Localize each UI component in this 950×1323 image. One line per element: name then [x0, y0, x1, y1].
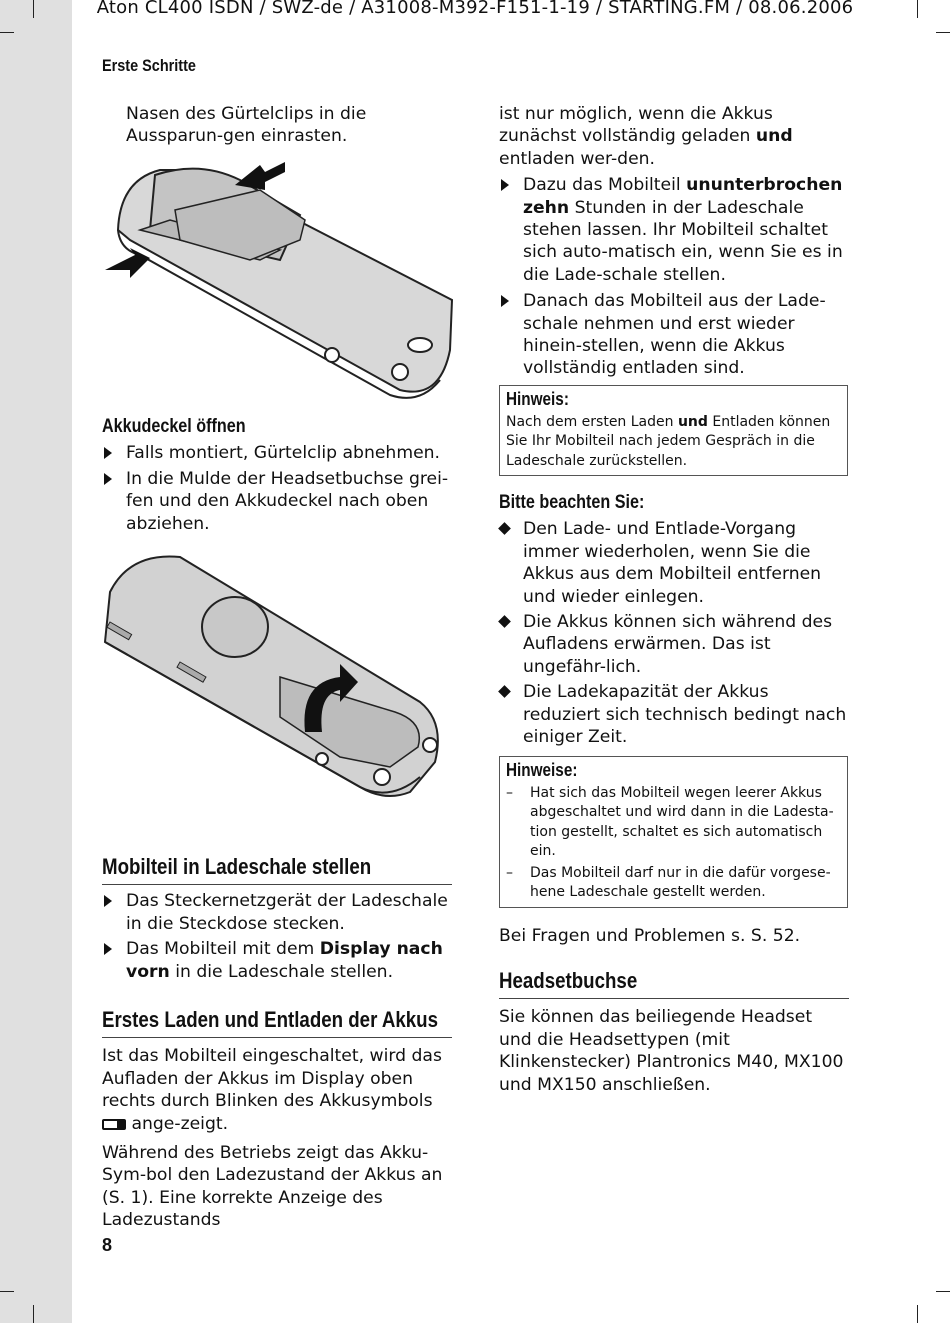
mobilteil-heading: Mobilteil in Ladeschale stellen [102, 854, 372, 879]
list-item: Das Steckernetzgerät der Ladeschale in die Steckdose stecken. [102, 890, 452, 935]
crop-mark [0, 32, 14, 33]
crop-mark [33, 1305, 34, 1323]
hinweise-box [499, 756, 848, 908]
headset-heading: Headsetbuchse [499, 968, 638, 993]
left-intro: Nasen des Gürtelclips in die Aussparun-gen einrasten. [126, 104, 367, 147]
headset-section: Headsetbuchse Sie können das beiliegende Headset und die Headsettypen (mit Klinkenstecker) Plantronics M40, MX100 und MX150 anschließen. [499, 970, 849, 1096]
list-item: Dazu das Mobilteil ununterbrochen zehn Stunden in der Ladeschale stehen lassen. Ihr Mobilteil schaltet sich auto-matisch ein, wenn Sie es in die Lade-schale stellen. [499, 174, 849, 286]
section-title: Erste Schritte [102, 56, 196, 75]
crop-mark [936, 1291, 950, 1292]
list-item: Die Akkus können sich während des Aufladens erwärmen. Das ist ungefähr-lich. [499, 611, 849, 678]
heading-rule [102, 1037, 452, 1038]
list-item: Danach das Mobilteil aus der Lade-schale nehmen und erst wieder hinein-stellen, wenn die Akkus vollständig entladen sind. [499, 290, 849, 380]
dash-bullet: – [506, 784, 513, 801]
page-number: 8 [102, 1235, 113, 1255]
triangle-bullet-icon [501, 295, 509, 307]
laden-paragraph-1: Ist das Mobilteil eingeschaltet, wird das Aufladen der Akkus im Display oben rechts durch Blinken des Akkusymbols ange-zeigt. [102, 1046, 442, 1134]
triangle-bullet-icon [104, 943, 112, 955]
akkudeckel-heading: Akkudeckel öffnen [102, 416, 246, 437]
list-item: In die Mulde der Headsetbuchse grei-fen und den Akkudeckel nach oben abziehen. [102, 468, 452, 535]
laden-paragraph-2: Während des Betriebs zeigt das Akku-Sym-bol den Ladezustand der Akkus an (S. 1). Eine korrekte Anzeige des Ladezustands [102, 1143, 443, 1231]
akkudeckel-section [102, 416, 452, 535]
laden-heading: Erstes Laden und Entladen der Akkus [102, 1007, 438, 1032]
hinweis-box: Hinweis: Nach dem ersten Laden und Entladen können Sie Ihr Mobilteil nach jedem Gespräch in die Ladeschale zurückstellen. [499, 385, 848, 476]
belt-clip-illustration [100, 150, 455, 400]
list-item: Die Ladekapazität der Akkus reduziert sich technisch bedingt nach einiger Zeit. [499, 681, 849, 748]
diamond-bullet-icon [498, 523, 511, 536]
list-item: – Hat sich das Mobilteil wegen leerer Akkus abgeschaltet und wird dann in die Ladesta-tion gestellt, schaltet es sich automatisch ein. [506, 784, 834, 859]
running-head: Aton CL400 ISDN / SWZ-de / A31008-M392-F151-1-19 / STARTING.FM / 08.06.2006 [96, 0, 854, 18]
heading-rule [102, 884, 452, 885]
laden-section [102, 1009, 452, 1232]
hinweis-title: Hinweis: [506, 389, 569, 409]
crop-mark [917, 1305, 918, 1323]
beachten-section [499, 492, 849, 748]
page-margin-bar [0, 0, 72, 1323]
list-item: – Das Mobilteil darf nur in die dafür vorgese-hene Ladeschale gestellt werden. [506, 864, 831, 900]
fragen-text: Bei Fragen und Problemen s. S. 52. [499, 926, 801, 946]
list-item: Das Mobilteil mit dem Display nach vorn in die Ladeschale stellen. [102, 938, 452, 983]
mobilteil-section [102, 856, 452, 983]
battery-icon [102, 1119, 126, 1130]
beachten-heading: Bitte beachten Sie: [499, 492, 645, 513]
crop-mark [936, 32, 950, 33]
triangle-bullet-icon [104, 447, 112, 459]
list-item: Den Lade- und Entlade-Vorgang immer wiederholen, wenn Sie die Akkus aus dem Mobilteil entfernen und wieder einlegen. [499, 518, 849, 608]
dash-bullet: – [506, 864, 513, 881]
crop-mark [0, 1291, 14, 1292]
hinweise-title: Hinweise: [506, 760, 578, 780]
diamond-bullet-icon [498, 615, 511, 628]
triangle-bullet-icon [104, 895, 112, 907]
arrow-icon [235, 162, 285, 190]
diamond-bullet-icon [498, 685, 511, 698]
triangle-bullet-icon [104, 473, 112, 485]
heading-rule [499, 998, 849, 999]
arrow-icon [105, 248, 150, 278]
list-item: Falls montiert, Gürtelclip abnehmen. [102, 442, 452, 464]
battery-cover-illustration [100, 552, 445, 802]
right-continuation: ist nur möglich, wenn die Akkus zunächst vollständig geladen und entladen wer-den. Dazu das Mobilteil ununterbrochen zehn Stunden in der Ladeschale stehen lassen. Ihr Mobilteil schaltet sich auto-matisch ein, wenn Sie es in die Lade-schale stellen. Danach das Mobilteil aus der Lade-schale nehmen und erst wieder hinein-stellen, wenn die Akkus vollständig entladen sind. [499, 103, 849, 380]
triangle-bullet-icon [501, 179, 509, 191]
